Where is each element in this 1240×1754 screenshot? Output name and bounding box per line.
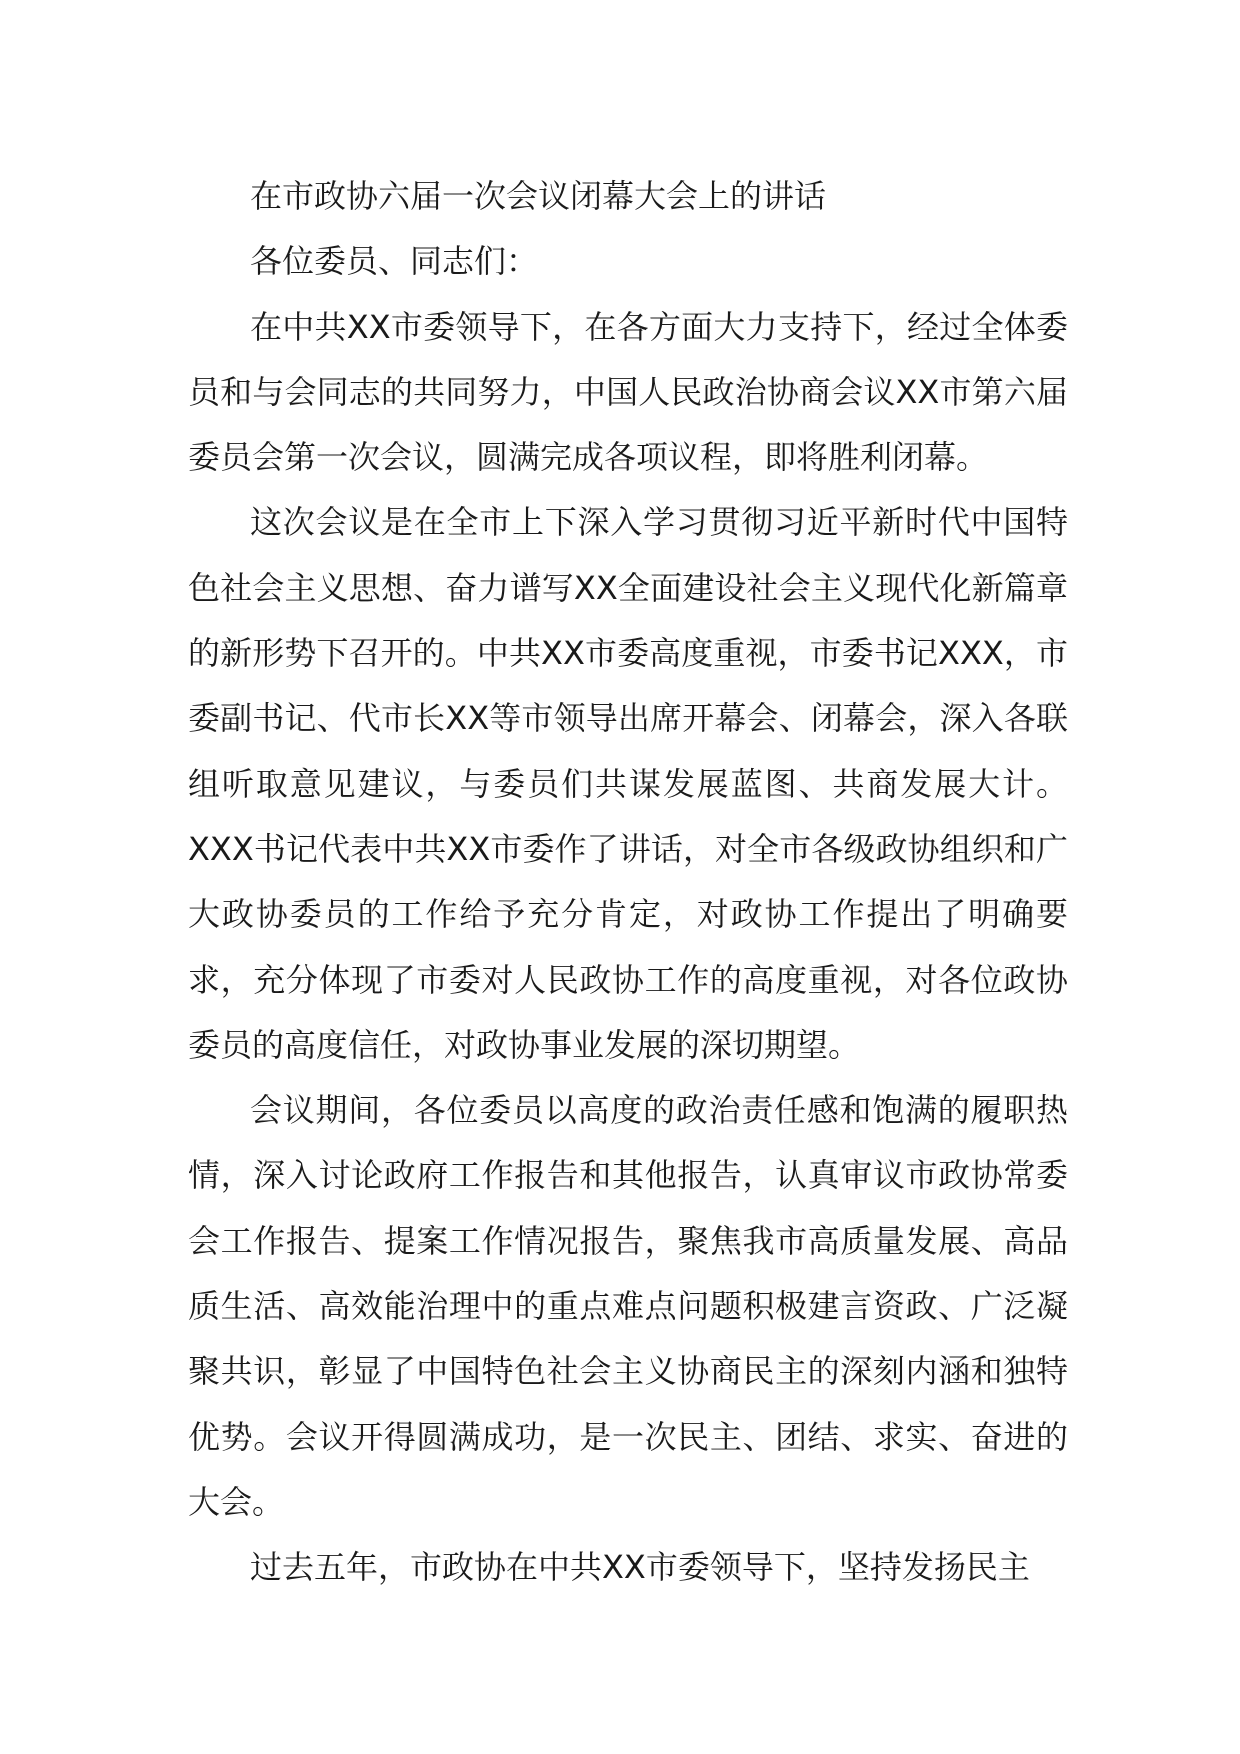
speech-title: 在市政协六届一次会议闭幕大会上的讲话 [250,177,827,215]
paragraph-2: 这次会议是在全市上下深入学习贯彻习近平新时代中国特色社会主义思想、奋力谱写XX全面建设社会主义现代化新篇章的新形势下召开的。中共XX市委高度重视，市委书记XXX，市委副书记、代市长XX等市领导出席开幕会、闭幕会，深入各联组听取意见建议，与委员们共谋发展蓝图、共商发展大计。XXX书记代表中共XX市委作了讲话，对全市各级政协组织和广大政协委员的工作给予充分肯定，对政协工作提出了明确要求，充分体现了市委对人民政协工作的高度重视，对各位政协委员的高度信任，对政协事业发展的深切期望。 [188,503,1068,1064]
paragraph-4: 过去五年，市政协在中共XX市委领导下，坚持发扬民主 [250,1548,1030,1587]
salutation: 各位委员、同志们： [250,242,539,281]
paragraph-1: 在中共XX市委领导下，在各方面大力支持下，经过全体委员和与会同志的共同努力，中国人民政治协商会议XX市第六届委员会第一次会议，圆满完成各项议程，即将胜利闭幕。 [188,307,1068,477]
paragraph-3: 会议期间，各位委员以高度的政治责任感和饱满的履职热情，深入讨论政府工作报告和其他报告，认真审议市政协常委会工作报告、提案工作情况报告，聚焦我市高质量发展、高品质生活、高效能治理中的重点难点问题积极建言资政、广泛凝聚共识，彰显了中国特色社会主义协商民主的深刻内涵和独特优势。会议开得圆满成功，是一次民主、团结、求实、奋进的大会。 [188,1091,1068,1521]
document-body [188,164,1068,1601]
